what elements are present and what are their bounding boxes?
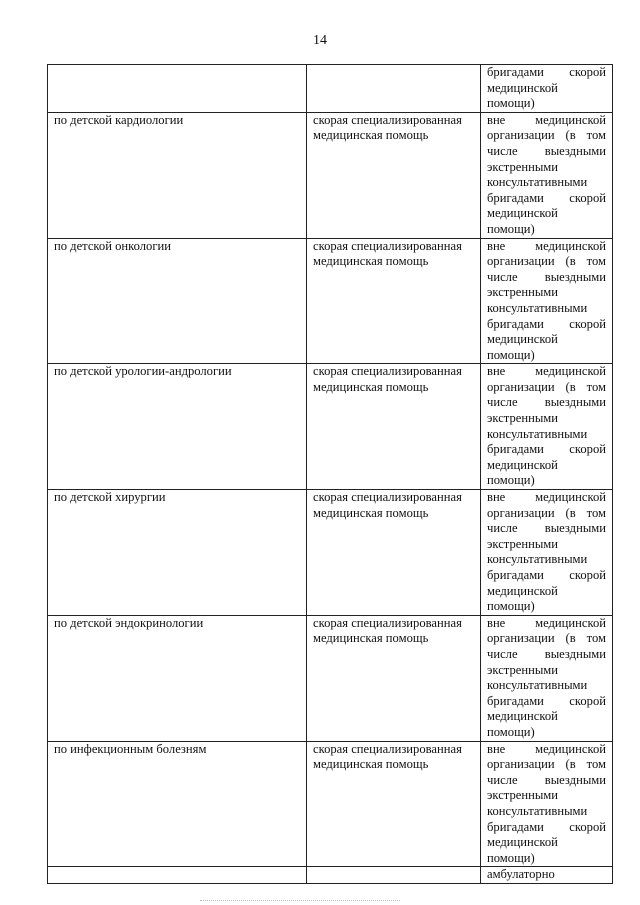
table-row [48, 364, 613, 490]
conditions-line: бригадами скорой [487, 693, 606, 708]
table-row-continuation [48, 65, 613, 113]
care-type-cell: скорая специализированная медицинская помощь [307, 112, 481, 238]
table-row [48, 490, 613, 616]
table-row [48, 741, 613, 867]
conditions-line: вне медицинской [487, 112, 606, 127]
conditions-line: медицинской [487, 457, 558, 472]
conditions-line: медицинской [487, 206, 558, 221]
conditions-line: организации (в том [487, 505, 606, 520]
conditions-line: экстренными [487, 536, 558, 551]
care-type-cell: скорая специализированная медицинская помощь [307, 238, 481, 364]
profile-cell [48, 867, 307, 884]
conditions-cell [481, 112, 613, 238]
profile-cell: по детской онкологии [48, 238, 307, 364]
conditions-line: бригадами скорой [487, 442, 606, 457]
conditions-line: помощи) [487, 221, 535, 236]
conditions-line: помощи) [487, 850, 535, 865]
care-type-cell [307, 65, 481, 113]
medical-care-table [47, 64, 613, 884]
profile-cell: по детской эндокринологии [48, 615, 307, 741]
conditions-line: помощи) [487, 599, 535, 614]
conditions-line: экстренными [487, 159, 558, 174]
conditions-line: экстренными [487, 788, 558, 803]
conditions-line: числе выездными [487, 269, 606, 284]
conditions-line: помощи) [487, 724, 535, 739]
conditions-line: организации (в том [487, 254, 606, 269]
conditions-line: вне медицинской [487, 490, 606, 505]
care-type-cell: скорая специализированная медицинская помощь [307, 364, 481, 490]
conditions-line: экстренными [487, 662, 558, 677]
conditions-cell [481, 65, 613, 113]
conditions-line: консультативными [487, 803, 588, 818]
page-number: 14 [313, 33, 327, 48]
profile-cell: по инфекционным болезням [48, 741, 307, 867]
conditions-line: числе выездными [487, 772, 606, 787]
conditions-line: числе выездными [487, 395, 606, 410]
conditions-line: вне медицинской [487, 615, 606, 630]
conditions-line: числе выездными [487, 646, 606, 661]
conditions-line: числе выездными [487, 521, 606, 536]
table-row-partial [48, 867, 613, 884]
conditions-line: медицинской [487, 332, 558, 347]
conditions-line: экстренными [487, 285, 558, 300]
conditions-line: бригадами скорой [487, 819, 606, 834]
conditions-line: медицинской [487, 835, 558, 850]
conditions-line: числе выездными [487, 143, 606, 158]
profile-cell: по детской урологии-андрологии [48, 364, 307, 490]
conditions-line: вне медицинской [487, 364, 606, 379]
conditions-line: помощи) [487, 96, 535, 111]
care-type-cell: скорая специализированная медицинская помощь [307, 490, 481, 616]
care-type-cell [307, 867, 481, 884]
table-row [48, 615, 613, 741]
conditions-line: консультативными [487, 552, 588, 567]
conditions-line: организации (в том [487, 631, 606, 646]
conditions-cell [481, 615, 613, 741]
care-type-cell: скорая специализированная медицинская помощь [307, 615, 481, 741]
conditions-line: помощи) [487, 473, 535, 488]
conditions-line: консультативными [487, 678, 588, 693]
conditions-line: организации (в том [487, 757, 606, 772]
conditions-line: бригадами скорой [487, 65, 606, 79]
conditions-cell [481, 490, 613, 616]
profile-cell: по детской хирургии [48, 490, 307, 616]
conditions-line: консультативными [487, 426, 588, 441]
scan-artifact-dots [200, 900, 400, 902]
conditions-line: медицинской [487, 80, 558, 95]
conditions-line: вне медицинской [487, 238, 606, 253]
conditions-line: вне медицинской [487, 741, 606, 756]
conditions-cell [481, 238, 613, 364]
conditions-cell [481, 741, 613, 867]
conditions-line: бригадами скорой [487, 316, 606, 331]
conditions-line: медицинской [487, 583, 558, 598]
conditions-line: бригадами скорой [487, 568, 606, 582]
conditions-line: консультативными [487, 175, 588, 190]
conditions-line: помощи) [487, 347, 535, 362]
care-type-cell: скорая специализированная медицинская помощь [307, 741, 481, 867]
conditions-cell: амбулаторно [481, 867, 613, 884]
table-row [48, 238, 613, 364]
conditions-cell [481, 364, 613, 490]
conditions-line: медицинской [487, 709, 558, 724]
profile-cell: по детской кардиологии [48, 112, 307, 238]
table-row [48, 112, 613, 238]
conditions-line: организации (в том [487, 128, 606, 143]
conditions-line: экстренными [487, 411, 558, 426]
conditions-line: организации (в том [487, 379, 606, 394]
conditions-line: бригадами скорой [487, 190, 606, 205]
profile-cell [48, 65, 307, 113]
conditions-line: консультативными [487, 300, 588, 315]
